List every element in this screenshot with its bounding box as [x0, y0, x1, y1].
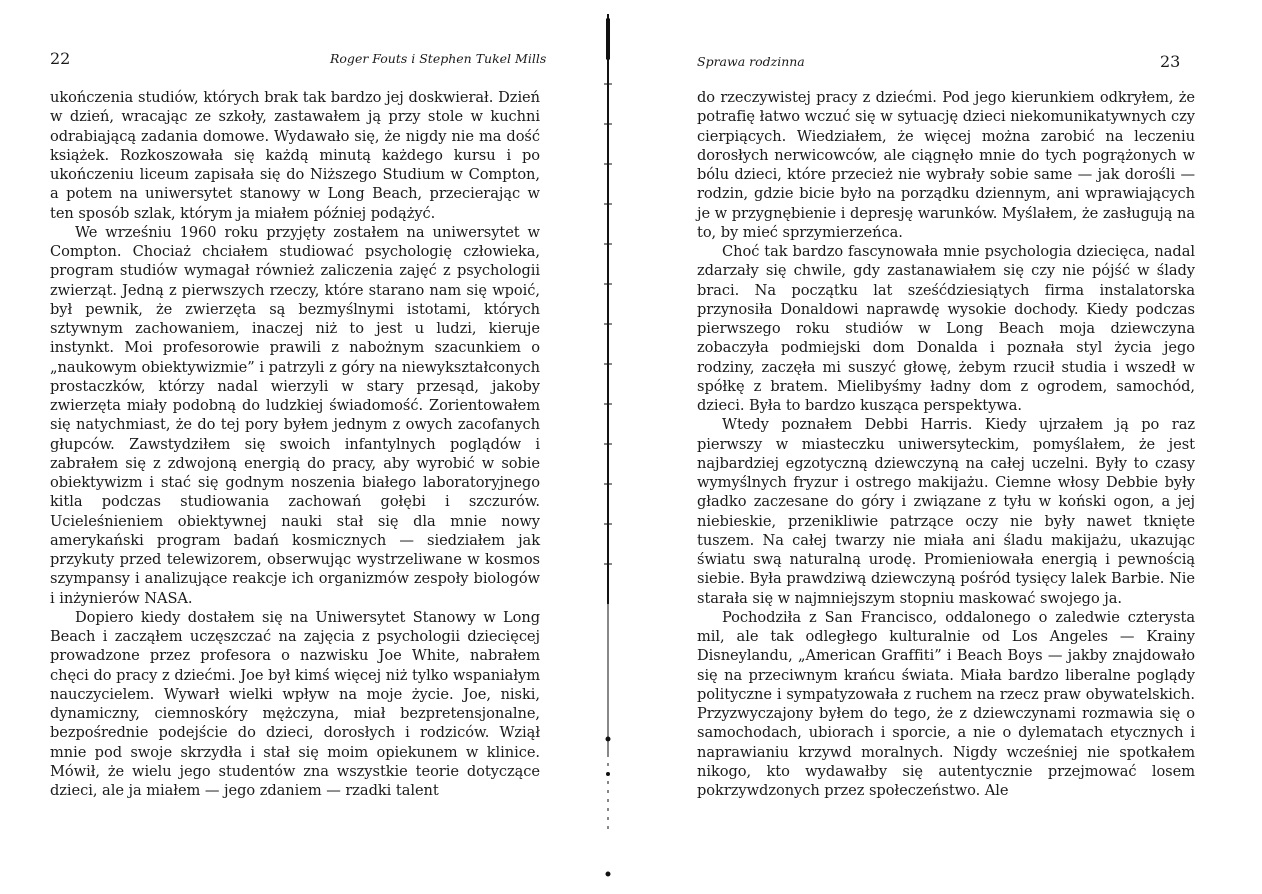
left-body-text: [50, 88, 540, 800]
right-paragraph-4: Pochodziła z San Francisco, oddalonego o zaledwie czterysta mil, ale tak odległego kulturalnie od Los Angeles — Krainy Disneylandu, „American Graffiti” i Beach Boys — jakby znajdowało się na przeciwnym krańcu świata. Miała bardzo liberalne poglądy polityczne i sympatyzowała z ruchem na rzecz praw obywatelskich. Przyzwyczajony byłem do tego, że z dziewczynami rozmawia się o samochodach, ubiorach i sporcie, a nie o dylematach etycznych i naprawianiu krzywd moralnych. Nigdy wcześniej nie spotkałem nikogo, kto wydawałby się autentycznie przejmować losem pokrzywdzonych przez społeczeństwo. Ale: [697, 608, 1195, 799]
left-paragraph-1: ukończenia studiów, których brak tak bardzo jej doskwierał. Dzień w dzień, wracając ze szkoły, zastawałem ją przy stole w kuchni odrabiającą zadania domowe. Wydawało się, że nigdy nie ma dość książek. Rozkoszowała się każdą minutą każdego kursu i po ukończeniu liceum zapisała się do Niższego Studium w Compton, a potem na uniwersytet stanowy w Long Beach, przecierając w ten sposób szlak, którym ja miałem później podążyć.: [50, 89, 540, 222]
book-spine: [603, 14, 613, 880]
left-running-head: Roger Fouts i Stephen Tukel Mills: [330, 51, 547, 66]
left-page: [0, 0, 600, 894]
right-page: [640, 0, 1262, 894]
right-running-head: Sprawa rodzinna: [697, 54, 805, 69]
left-page-number: 22: [50, 49, 71, 68]
right-paragraph-1: do rzeczywistej pracy z dziećmi. Pod jego kierunkiem odkryłem, że potrafię łatwo wczuć się w sytuację dzieci niekomunikatywnych czy cierpiących. Wiedziałem, że więcej można zarobić na leczeniu dorosłych nerwicowców, ale ciągnęło mnie do tych pogrążonych w bólu dzieci, które przecież nie wybrały sobie same — jak dorośli — rodzin, gdzie bicie było na porządku dziennym, ani wprawiających je w przygnębienie i depresję warunków. Myślałem, że zasługują na to, by mieć sprzymierzeńca.: [697, 89, 1195, 241]
right-page-number: 23: [1160, 52, 1181, 71]
right-paragraph-2: Choć tak bardzo fascynowała mnie psychologia dziecięca, nadal zdarzały się chwile, gdy zastanawiałem się czy nie pójść w ślady braci. Na początku lat sześćdziesiątych firma instalatorska przynosiła Donaldowi naprawdę wysokie dochody. Kiedy podczas pierwszego roku studiów w Long Beach moja dziewczyna zobaczyła podmiejski dom Donalda i poznała styl życia jego rodziny, zaczęła mi suszyć głowę, żebym rzucił studia i wszedł w spółkę z bratem. Mielibyśmy ładny dom z ogrodem, samochód, dzieci. Była to bardzo kusząca perspektywa.: [697, 243, 1195, 414]
left-paragraph-2: We wrześniu 1960 roku przyjęty zostałem na uniwersytet w Compton. Chociaż chciałem studiować psychologię człowieka, program studiów wymagał również zaliczenia zajęć z psychologii zwierząt. Jedną z pierwszych rzeczy, które starano nam się wpoić, był pewnik, że zwierzęta są bezmyślnymi istotami, których sztywnym zachowaniem, inaczej niż to jest u ludzi, kieruje instynkt. Moi profesorowie prawili z nabożnym szacunkiem o „naukowym obiektywizmie” i patrzyli z góry na niewykształconych prostaczków, którzy nadal wierzyli w stary przesąd, jakoby zwierzęta miały podobną do ludzkiej świadomość. Zorientowałem się natychmiast, że do tej pory byłem jednym z owych zacofanych głupców. Zawstydziłem się swoich infantylnych poglądów i zabrałem się z zdwojoną energią do pracy, aby wyrobić w sobie obiektywizm i stać się godnym noszenia białego laboratoryjnego kitla podczas studiowania zachowań gołębi i szczurów. Ucieleśnieniem obiektywnej nauki stał się dla mnie nowy amerykański program badań kosmicznych — siedziałem jak przykuty przed telewizorem, obserwując wystrzeliwane w kosmos szympansy i analizujące reakcje ich organizmów zespoły biologów i inżynierów NASA.: [50, 223, 540, 607]
right-paragraph-3: Wtedy poznałem Debbi Harris. Kiedy ujrzałem ją po raz pierwszy w miasteczku uniwersyteckim, pomyślałem, że jest najbardziej egzotyczną dziewczyną na całej uczelni. Były to czasy wymyślnych fryzur i ostrego makijażu. Ciemne włosy Debbie były gładko zaczesane do góry i związane z tyłu w koński ogon, a jej niebieskie, przenikliwie patrzące oczy nie były nawet tknięte tuszem. Na całej twarzy nie miała ani śladu makijażu, ukazując światu swą naturalną urodę. Promieniowała energią i pewnością siebie. Była prawdziwą dziewczyną pośród tysięcy lalek Barbie. Nie starała się w najmniejszym stopniu maskować swojego ja.: [697, 416, 1195, 607]
right-body-text: [697, 88, 1195, 800]
left-paragraph-3: Dopiero kiedy dostałem się na Uniwersytet Stanowy w Long Beach i zacząłem uczęszczać na zajęcia z psychologii dziecięcej prowadzone przez profesora o nazwisku Joe White, nabrałem chęci do pracy z dziećmi. Joe był kimś więcej niż tylko wspaniałym nauczycielem. Wywarł wielki wpływ na moje życie. Joe, niski, dynamiczny, ciemnoskóry mężczyna, miał bezpretensjonalne, bezpośrednie podejście do dzieci, dorosłych i rodziców. Wziął mnie pod swoje skrzydła i stał się moim opiekunem w klinice. Mówił, że wielu jego studentów zna wszystkie teorie dotyczące dzieci, ale ja miałem — jego zdaniem — rzadki talent: [50, 608, 540, 799]
